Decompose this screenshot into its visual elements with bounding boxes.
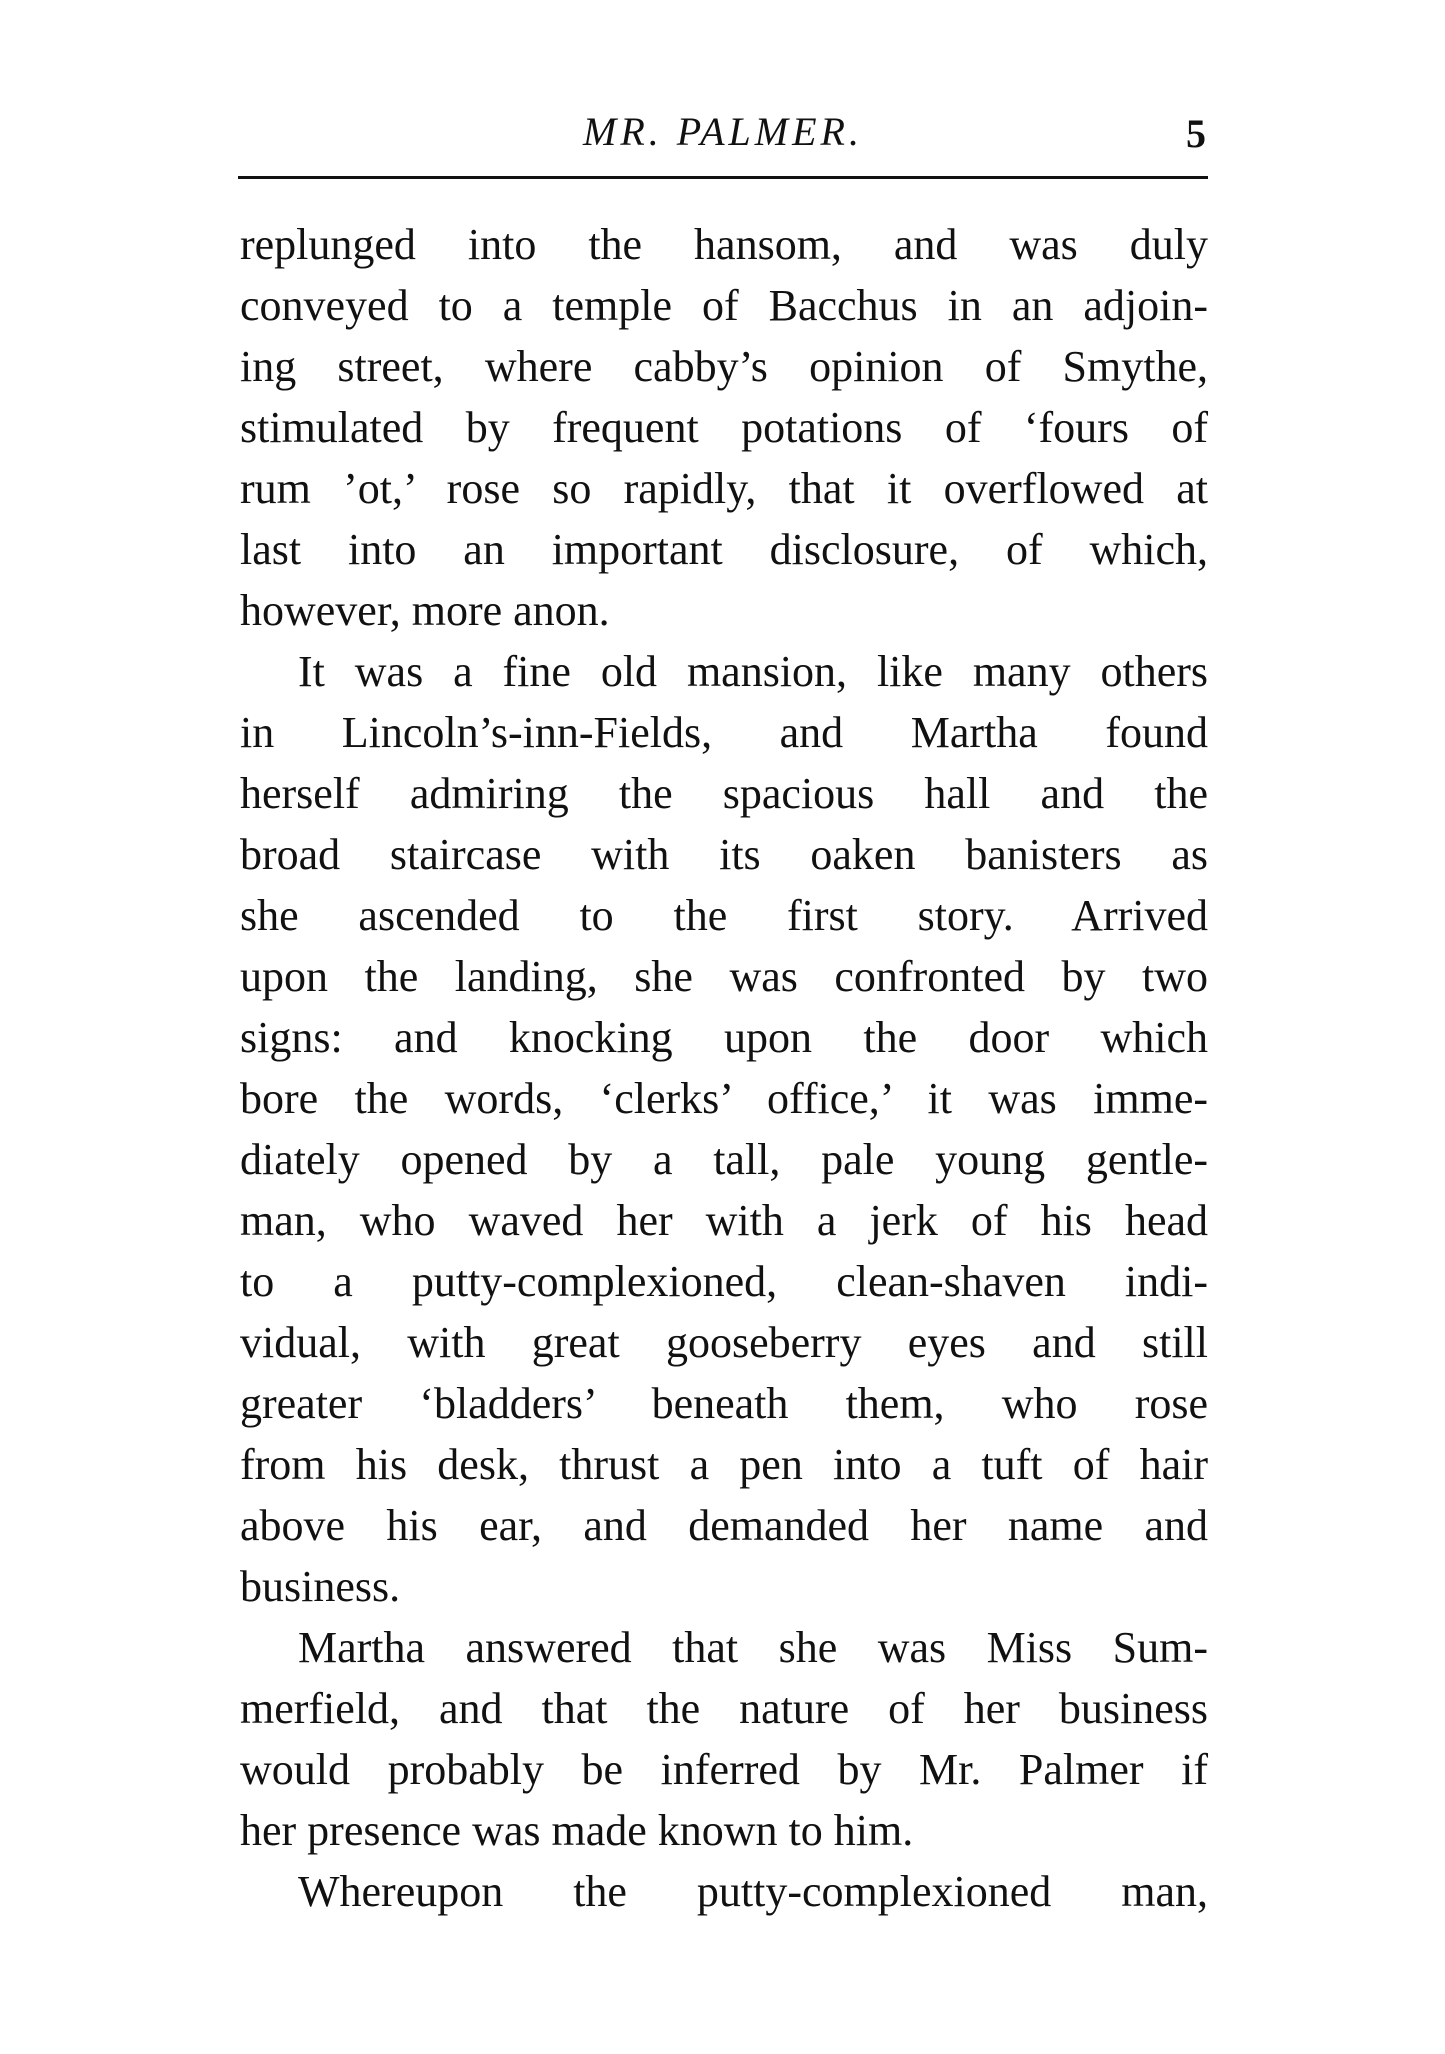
text-line: signs: and knocking upon the door which (240, 1013, 1208, 1062)
text-line: merfield, and that the nature of her business (240, 1684, 1208, 1733)
text-line: herself admiring the spacious hall and the (240, 769, 1208, 818)
text-line: vidual, with great gooseberry eyes and still (240, 1318, 1208, 1367)
text-line: to a putty-complexioned, clean-shaven indi- (240, 1257, 1208, 1306)
text-line: bore the words, ‘clerks’ office,’ it was imme- (240, 1074, 1208, 1123)
page-number: 5 (1186, 111, 1206, 156)
text-line: broad staircase with its oaken banisters as (240, 830, 1208, 879)
text-line: rum ’ot,’ rose so rapidly, that it overflowed at (240, 464, 1208, 513)
text-line: her presence was made known to him. (240, 1806, 914, 1855)
text-line: last into an important disclosure, of which, (240, 525, 1208, 574)
text-line: diately opened by a tall, pale young gentle- (240, 1135, 1208, 1184)
text-line: replunged into the hansom, and was duly (240, 220, 1208, 269)
text-line: would probably be inferred by Mr. Palmer if (240, 1745, 1208, 1794)
text-line: business. (240, 1562, 401, 1611)
paragraph-1 (240, 214, 1208, 641)
text-line: above his ear, and demanded her name and (240, 1501, 1208, 1550)
text-line: Whereupon the putty-complexioned man, (298, 1867, 1208, 1916)
text-line: greater ‘bladders’ beneath them, who rose (240, 1379, 1208, 1428)
body-text (240, 214, 1208, 1922)
text-line: ing street, where cabby’s opinion of Smythe, (240, 342, 1208, 391)
running-head (238, 100, 1208, 170)
paragraph-4 (240, 1861, 1208, 1922)
text-line: upon the landing, she was confronted by two (240, 952, 1208, 1001)
paragraph-2 (240, 641, 1208, 1617)
header-rule (238, 176, 1208, 179)
text-line: Martha answered that she was Miss Sum- (298, 1623, 1208, 1672)
running-title: MR. PALMER. (583, 109, 863, 154)
text-line: she ascended to the first story. Arrived (240, 891, 1208, 940)
text-line: man, who waved her with a jerk of his head (240, 1196, 1208, 1245)
text-line: conveyed to a temple of Bacchus in an adjoin- (240, 281, 1208, 330)
paragraph-3 (240, 1617, 1208, 1861)
text-line: It was a fine old mansion, like many others (298, 647, 1208, 696)
text-line: in Lincoln’s-inn-Fields, and Martha found (240, 708, 1208, 757)
text-line: however, more anon. (240, 586, 610, 635)
text-line: from his desk, thrust a pen into a tuft of hair (240, 1440, 1208, 1489)
text-line: stimulated by frequent potations of ‘fours of (240, 403, 1208, 452)
